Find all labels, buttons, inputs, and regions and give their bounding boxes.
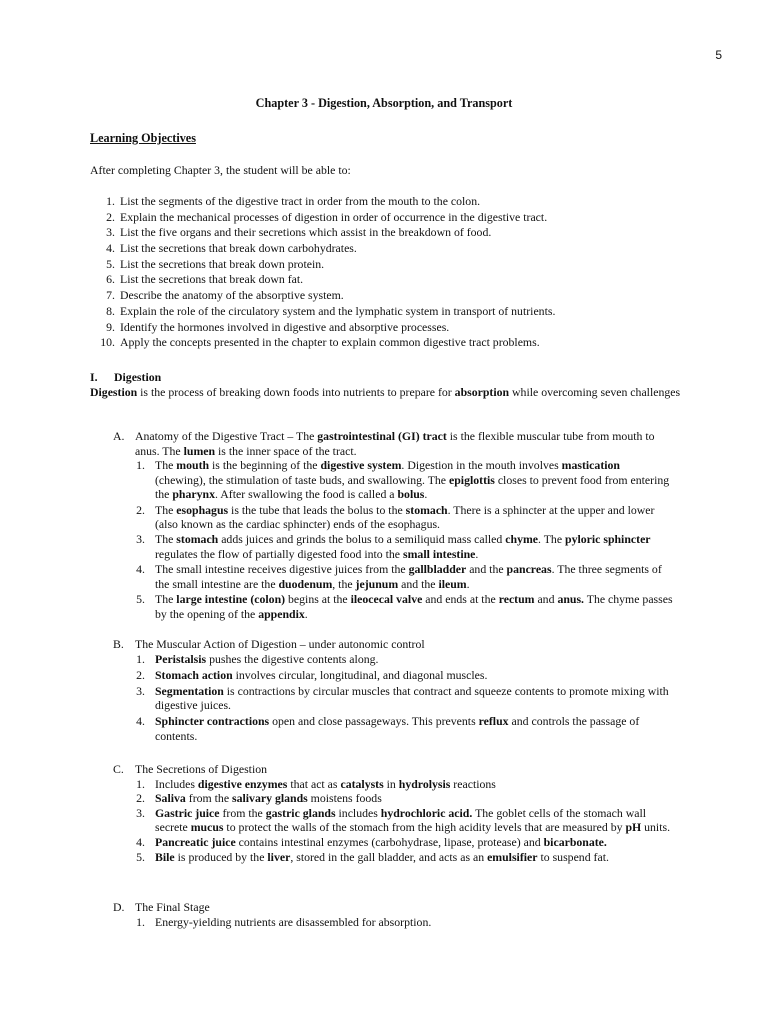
text-run: (chewing), the stimulation of taste buds, and swallowing. The bbox=[155, 472, 449, 487]
bold-term: Peristalsis bbox=[155, 651, 207, 666]
item-number: 3. bbox=[136, 805, 145, 820]
bold-term: chyme bbox=[505, 532, 539, 547]
item-number: 3. bbox=[136, 532, 145, 547]
text-run: The Secretions of Digestion bbox=[135, 762, 268, 776]
subsection-letter: A. bbox=[113, 429, 125, 443]
list-item bbox=[131, 791, 673, 806]
text-run: The Final Stage bbox=[135, 900, 210, 914]
list-item bbox=[131, 652, 673, 667]
subsection-heading bbox=[113, 637, 673, 652]
text-run: reactions bbox=[450, 776, 496, 791]
learning-objectives-heading: Learning Objectives bbox=[90, 131, 196, 145]
bold-term: ileum bbox=[438, 576, 467, 591]
item-number: 5. bbox=[106, 256, 115, 271]
bold-term: appendix bbox=[258, 606, 305, 621]
text-run: in bbox=[383, 776, 399, 791]
list-item bbox=[131, 562, 673, 591]
objective-item bbox=[96, 225, 696, 240]
text-run: pushes the digestive contents along. bbox=[206, 651, 379, 666]
bold-term: salivary glands bbox=[232, 791, 308, 806]
text-run: moistens foods bbox=[307, 791, 382, 806]
item-number: 10. bbox=[100, 335, 115, 350]
bold-term: Segmentation bbox=[155, 683, 224, 698]
item-text: List the five organs and their secretions which assist in the breakdown of food. bbox=[120, 225, 492, 240]
list-item bbox=[131, 532, 673, 561]
objective-item bbox=[96, 194, 696, 209]
objective-item bbox=[96, 241, 696, 256]
text-run: . There is a sphincter at the upper and lower (also known as the cardiac sphincter) ends of the esophagus. bbox=[155, 502, 655, 532]
subsection-list bbox=[113, 915, 673, 930]
bold-term: bicarbonate. bbox=[543, 834, 607, 849]
bold-term: stomach bbox=[405, 502, 448, 517]
subsection-list bbox=[113, 458, 673, 621]
objective-item bbox=[96, 304, 696, 319]
subsection-list bbox=[113, 652, 673, 744]
subsection-heading bbox=[113, 762, 673, 777]
bold-term: emulsifier bbox=[487, 849, 538, 864]
text-run: includes bbox=[335, 805, 381, 820]
text-run: that act as bbox=[287, 776, 341, 791]
item-text: List the secretions that break down fat. bbox=[120, 272, 304, 287]
subsection-letter: B. bbox=[113, 637, 124, 651]
bold-term: Saliva bbox=[155, 791, 186, 806]
item-text: Explain the role of the circulatory system and the lymphatic system in transport of nutrients. bbox=[120, 303, 556, 318]
text-run: The bbox=[155, 532, 177, 547]
text-run: Anatomy of the Digestive Tract – The bbox=[135, 429, 318, 443]
bold-term: hydrolysis bbox=[398, 776, 451, 791]
text-run: involves circular, longitudinal, and diagonal muscles. bbox=[232, 667, 488, 682]
text-run: and ends at the bbox=[422, 591, 499, 606]
bold-term: lumen bbox=[183, 443, 216, 458]
subsection-anatomy bbox=[113, 429, 673, 622]
chapter-title: Chapter 3 - Digestion, Absorption, and Transport bbox=[255, 96, 513, 110]
item-number: 5. bbox=[136, 849, 145, 864]
item-number: 2. bbox=[136, 791, 145, 806]
bold-term: Pancreatic juice bbox=[155, 834, 236, 849]
item-number: 1. bbox=[136, 651, 145, 666]
item-number: 3. bbox=[106, 225, 115, 240]
bold-term: digestive enzymes bbox=[197, 776, 288, 791]
item-number: 1. bbox=[106, 194, 115, 208]
item-text: List the secretions that break down carbohydrates. bbox=[120, 241, 357, 256]
bold-term: gastrointestinal (GI) tract bbox=[317, 429, 447, 443]
text-run: Includes bbox=[155, 776, 198, 791]
bold-term: Sphincter contractions bbox=[155, 714, 270, 729]
text-run: from the bbox=[219, 805, 266, 820]
text-run: The small intestine receives digestive juices from the bbox=[155, 562, 409, 577]
item-number: 4. bbox=[106, 241, 115, 256]
text-run: is the tube that leads the bolus to the bbox=[228, 502, 406, 517]
bold-term: stomach bbox=[176, 532, 219, 547]
bold-term: pancreas bbox=[506, 562, 552, 577]
bold-term: reflux bbox=[478, 714, 509, 729]
page-number: 5 bbox=[715, 48, 722, 62]
text-run: The bbox=[155, 502, 177, 517]
bold-term: Stomach action bbox=[155, 667, 233, 682]
item-number: 2. bbox=[136, 667, 145, 682]
item-text: List the secretions that break down protein. bbox=[120, 256, 325, 271]
text-run: open and close passageways. This prevents bbox=[269, 714, 479, 729]
text-run: The goblet cells of the stomach wall secrete bbox=[155, 805, 647, 835]
text-run: and the bbox=[398, 576, 439, 591]
bold-term: anus. bbox=[557, 591, 584, 606]
text-run: , the bbox=[332, 576, 356, 591]
text-run: contains intestinal enzymes (carbohydrase, lipase, protease) and bbox=[235, 834, 544, 849]
bold-term: mouth bbox=[176, 458, 210, 473]
text-run: is produced by the bbox=[174, 849, 268, 864]
definition-term-absorption: absorption bbox=[454, 384, 510, 399]
text-run: . Digestion in the mouth involves bbox=[401, 458, 562, 473]
text-run: from the bbox=[185, 791, 233, 806]
text-run: . bbox=[424, 487, 428, 502]
bold-term: pH bbox=[625, 820, 642, 835]
text-run: and the bbox=[466, 562, 507, 577]
definition-text: is the process of breaking down foods into nutrients to prepare for bbox=[137, 384, 455, 399]
bold-term: Gastric juice bbox=[155, 805, 220, 820]
item-number: 7. bbox=[106, 288, 115, 303]
item-number: 4. bbox=[136, 834, 145, 849]
bold-term: rectum bbox=[498, 591, 535, 606]
subsection-letter: D. bbox=[113, 900, 125, 914]
item-text: List the segments of the digestive tract in order from the mouth to the colon. bbox=[120, 194, 481, 208]
list-item bbox=[131, 835, 673, 850]
bold-term: catalysts bbox=[340, 776, 384, 791]
list-item bbox=[131, 592, 673, 621]
list-item bbox=[131, 458, 673, 502]
text-run: is the flexible muscular tube from mouth to anus. The bbox=[135, 429, 655, 458]
item-number: 3. bbox=[136, 683, 145, 698]
objective-item bbox=[96, 257, 696, 272]
text-run: The Muscular Action of Digestion – under autonomic control bbox=[135, 637, 425, 651]
text-run: . bbox=[466, 576, 470, 591]
text-run: and bbox=[534, 591, 558, 606]
section-heading bbox=[90, 370, 690, 385]
objective-item bbox=[96, 210, 696, 225]
objectives-list bbox=[96, 194, 696, 351]
objective-item bbox=[96, 288, 696, 303]
section-roman-numeral: I. bbox=[90, 370, 98, 384]
text-run: , stored in the gall bladder, and acts as an bbox=[290, 849, 488, 864]
item-number: 1. bbox=[136, 914, 145, 929]
bold-term: hydrochloric acid. bbox=[380, 805, 473, 820]
bold-term: pharynx bbox=[172, 487, 215, 502]
section-definition bbox=[90, 385, 690, 400]
text-run: . After swallowing the food is called a bbox=[215, 487, 398, 502]
objective-item bbox=[96, 272, 696, 287]
list-item bbox=[131, 684, 673, 713]
section-digestion bbox=[90, 370, 690, 399]
subsection-letter: C. bbox=[113, 762, 124, 776]
text-run: is the inner space of the tract. bbox=[215, 443, 357, 458]
bold-term: epiglottis bbox=[449, 472, 495, 487]
bold-term: liver bbox=[267, 849, 291, 864]
text-run: . The bbox=[538, 532, 566, 547]
item-text: Apply the concepts presented in the chapter to explain common digestive tract problems. bbox=[120, 335, 540, 350]
text-run: . The three segments of the small intestine are the bbox=[155, 562, 662, 591]
item-number: 5. bbox=[136, 591, 145, 606]
bold-term: gallbladder bbox=[408, 562, 467, 577]
text-run: The bbox=[155, 591, 177, 606]
text-run: Energy-yielding nutrients are disassembled for absorption. bbox=[155, 914, 432, 929]
subsection-muscular-action bbox=[113, 637, 673, 745]
bold-term: digestive system bbox=[320, 458, 402, 473]
subsection-list bbox=[113, 777, 673, 865]
learning-objectives-intro: After completing Chapter 3, the student will be able to: bbox=[90, 163, 351, 177]
text-run: is contractions by circular muscles that contract and squeeze contents to promote mixing with digestive juices. bbox=[155, 683, 669, 713]
bold-term: Bile bbox=[155, 849, 175, 864]
text-run: units. bbox=[641, 820, 671, 835]
definition-term: Digestion bbox=[90, 384, 138, 399]
bold-term: bolus bbox=[397, 487, 425, 502]
list-item bbox=[131, 806, 673, 835]
text-run: is the beginning of the bbox=[209, 458, 321, 473]
bold-term: gastric glands bbox=[265, 805, 336, 820]
section-heading-text: Digestion bbox=[114, 370, 162, 384]
bold-term: large intestine (colon) bbox=[176, 591, 286, 606]
bold-term: duodenum bbox=[278, 576, 333, 591]
list-item bbox=[131, 850, 673, 865]
text-run: to protect the walls of the stomach from the high acidity levels that are measured by bbox=[223, 820, 626, 835]
text-run: regulates the flow of partially digested food into the bbox=[155, 546, 403, 561]
bold-term: mucus bbox=[190, 820, 224, 835]
item-number: 6. bbox=[106, 272, 115, 287]
text-run: adds juices and grinds the bolus to a semiliquid mass called bbox=[218, 532, 506, 547]
bold-term: small intestine bbox=[403, 546, 476, 561]
bold-term: mastication bbox=[561, 458, 620, 473]
text-run: begins at the bbox=[285, 591, 351, 606]
text-run: The bbox=[155, 458, 177, 473]
item-number: 1. bbox=[136, 458, 145, 473]
text-run: The chyme passes by the opening of the bbox=[155, 591, 673, 621]
subsection-secretions bbox=[113, 762, 673, 864]
list-item bbox=[131, 915, 673, 930]
bold-term: jejunum bbox=[355, 576, 399, 591]
item-number: 4. bbox=[136, 562, 145, 577]
bold-term: esophagus bbox=[176, 502, 229, 517]
objective-item bbox=[96, 320, 696, 335]
bold-term: ileocecal valve bbox=[350, 591, 423, 606]
item-number: 2. bbox=[106, 209, 115, 224]
item-number: 1. bbox=[136, 776, 145, 791]
subsection-final-stage bbox=[113, 900, 673, 929]
item-number: 2. bbox=[136, 502, 145, 517]
subsection-heading bbox=[113, 900, 673, 915]
bold-term: pyloric sphincter bbox=[565, 532, 651, 547]
item-text: Identify the hormones involved in digestive and absorptive processes. bbox=[120, 319, 450, 334]
item-text: Explain the mechanical processes of digestion in order of occurrence in the digestive tract. bbox=[120, 209, 548, 224]
text-run: . bbox=[304, 606, 308, 621]
list-item bbox=[131, 777, 673, 792]
text-run: . bbox=[475, 546, 479, 561]
text-run: to suspend fat. bbox=[537, 849, 609, 864]
definition-text-end: while overcoming seven challenges bbox=[509, 384, 681, 399]
list-item bbox=[131, 668, 673, 683]
subsection-heading bbox=[113, 429, 673, 458]
list-item bbox=[131, 503, 673, 532]
list-item bbox=[131, 714, 673, 743]
item-text: Describe the anatomy of the absorptive system. bbox=[120, 288, 344, 303]
item-number: 4. bbox=[136, 714, 145, 729]
objective-item bbox=[96, 335, 696, 350]
text-run: closes to prevent food from entering the bbox=[155, 472, 670, 502]
text-run: and controls the passage of contents. bbox=[155, 714, 640, 743]
item-number: 9. bbox=[106, 319, 115, 334]
item-number: 8. bbox=[106, 303, 115, 318]
